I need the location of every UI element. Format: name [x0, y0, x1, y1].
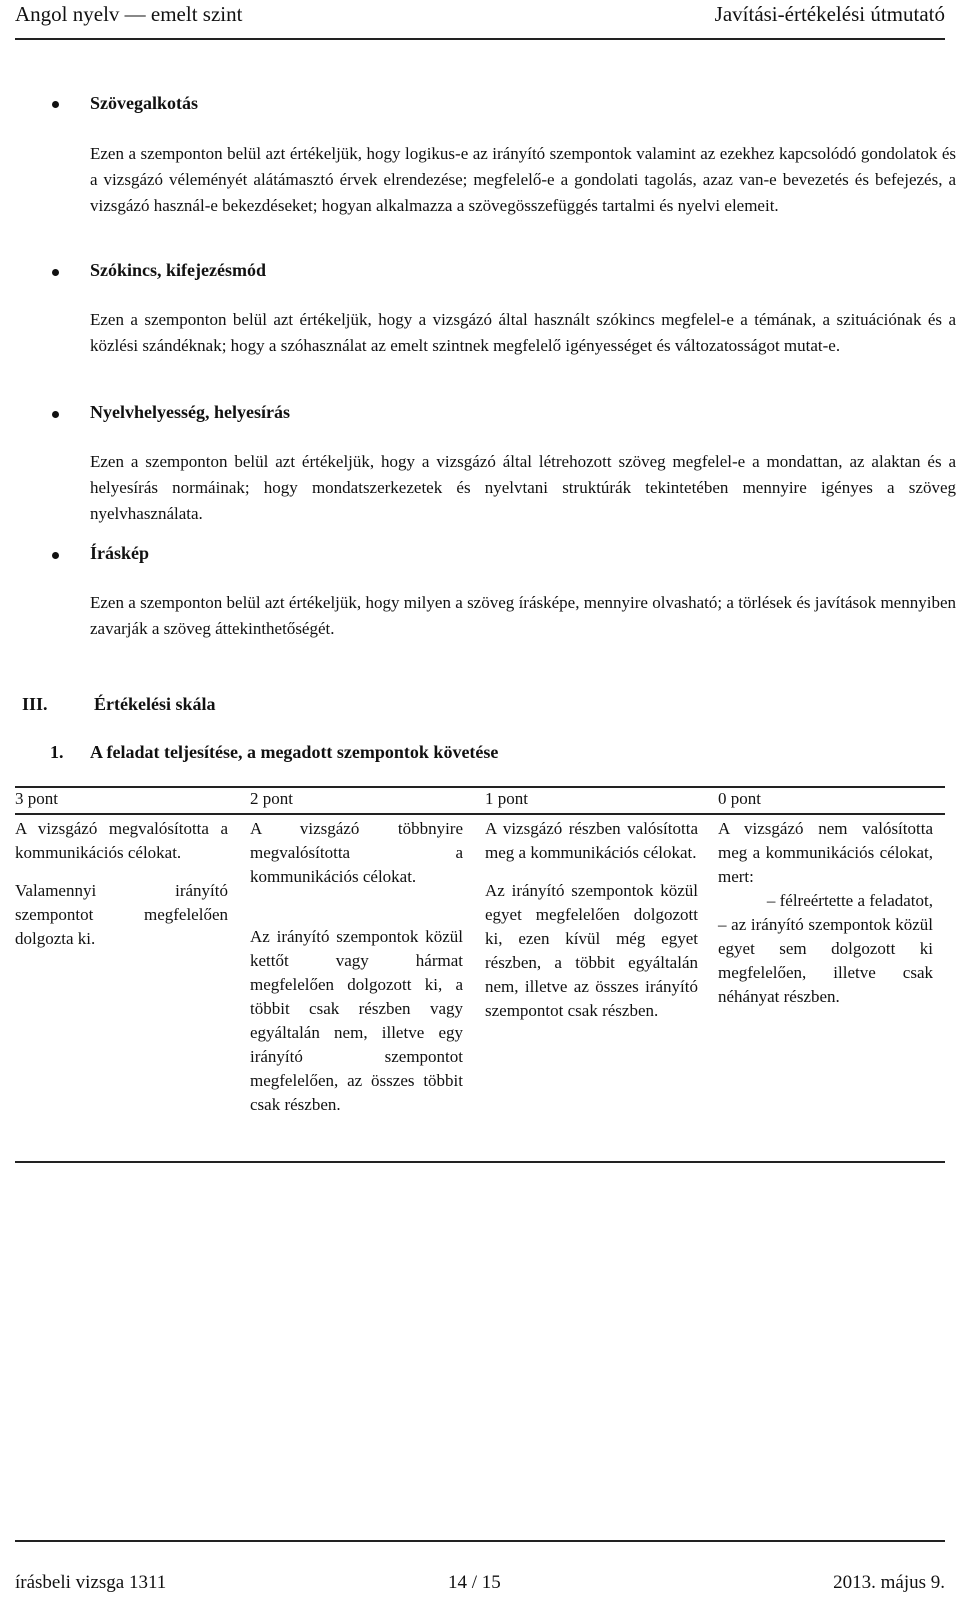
header-divider [15, 38, 945, 40]
page-header [15, 0, 945, 40]
section-text: Ezen a szemponton belül azt értékeljük, hogy a vizsgázó által létrehozott szöveg megfelel-e a mondattan, az alaktan és a helyesírás normáinak; hogy mondatszerkezetek és nyelvtani struktúrák tekintetében mennyire igényes a szöveg nyelvhasználata. [90, 452, 956, 523]
bullet-icon [52, 269, 59, 276]
table-header-rule [15, 813, 945, 815]
cell-list-item: – az irányító szempontok közül egyet sem dolgozott ki megfelelően, illetve csak néhányat részben. [718, 915, 933, 1006]
cell-paragraph: A vizsgázó többnyire megvalósította a kommunikációs célokat. [250, 819, 463, 886]
table-cell-2-pont [250, 817, 463, 1131]
section-title: Nyelvhelyesség, helyesírás [90, 402, 290, 422]
cell-paragraph: A vizsgázó nem valósította meg a kommunikációs célokat, mert: [718, 819, 933, 886]
cell-paragraph: A vizsgázó részben valósította meg a kommunikációs célokat. [485, 819, 698, 862]
section-title: Íráskép [90, 543, 150, 563]
table-header-cell: 0 pont [718, 789, 761, 808]
table-cell-3-pont [15, 817, 228, 965]
table-top-rule [15, 786, 945, 788]
cell-paragraph: Az irányító szempontok közül egyet megfelelően dolgozott ki, ezen kívül még egyet részben, a többit egyáltalán nem, illetve az összes irányító szempontot csak részben. [485, 881, 698, 1020]
table-header-cell: 1 pont [485, 789, 528, 808]
section-text: Ezen a szemponton belül azt értékeljük, hogy logikus-e az irányító szempontok valamint az ezekhez kapcsolódó gondolatok és a vizsgázó véleményét alátámasztó érvek elrendezése; megfelelő-e a gondolati tagolás, azaz van-e bevezetés és befejezés, a vizsgázó használ-e bekezdéseket; hogyan alkalmazza a szövegösszefüggés tartalmi és nyelvi elemeit. [90, 144, 956, 215]
footer-divider [15, 1540, 945, 1542]
table-cell-1-pont [485, 817, 698, 1037]
section-title: Szókincs, kifejezésmód [90, 260, 266, 280]
footer-date: 2013. május 9. [833, 1572, 945, 1593]
page-number: 14 / 15 [448, 1572, 501, 1593]
table-cell-0-pont [718, 817, 933, 1023]
cell-paragraph: Az irányító szempontok közül kettőt vagy hármat megfelelően dolgozott ki, a többit csak részben vagy egyáltalán nem, illetve egy irányító szempontot megfelelően, az összes többit csak részben. [250, 927, 463, 1114]
part-number: III. [22, 694, 48, 714]
bullet-icon [52, 552, 59, 559]
subsection-number: 1. [50, 742, 64, 762]
bullet-icon [52, 411, 59, 418]
section-text: Ezen a szemponton belül azt értékeljük, hogy milyen a szöveg írásképe, mennyire olvasható; a törlések és javítások mennyiben zavarják a szöveg áttekinthetőségét. [90, 593, 956, 638]
header-doc-title: Javítási-értékelési útmutató [714, 2, 945, 26]
subsection-title: A feladat teljesítése, a megadott szempontok követése [90, 742, 499, 762]
cell-paragraph: Valamennyi irányító szempontot megfelelően dolgozta ki. [15, 881, 228, 948]
part-title: Értékelési skála [94, 694, 216, 714]
table-header-cell: 3 pont [15, 789, 58, 808]
section-text: Ezen a szemponton belül azt értékeljük, hogy a vizsgázó által használt szókincs megfelel-e a témának, a szituációnak és a közlési szándéknak; hogy a szóhasználat az emelt szintnek megfelelő igényességet és változatosságot mutat-e. [90, 310, 956, 355]
bullet-icon [52, 101, 59, 108]
section-title: Szövegalkotás [90, 93, 198, 113]
header-subject: Angol nyelv — emelt szint [15, 2, 243, 26]
table-bottom-rule [15, 1161, 945, 1163]
cell-paragraph: A vizsgázó megvalósította a kommunikációs célokat. [15, 819, 228, 862]
table-header-cell: 2 pont [250, 789, 293, 808]
cell-list-item: – félreértette a feladatot, [766, 891, 933, 910]
footer-exam-id: írásbeli vizsga 1311 [15, 1572, 167, 1593]
